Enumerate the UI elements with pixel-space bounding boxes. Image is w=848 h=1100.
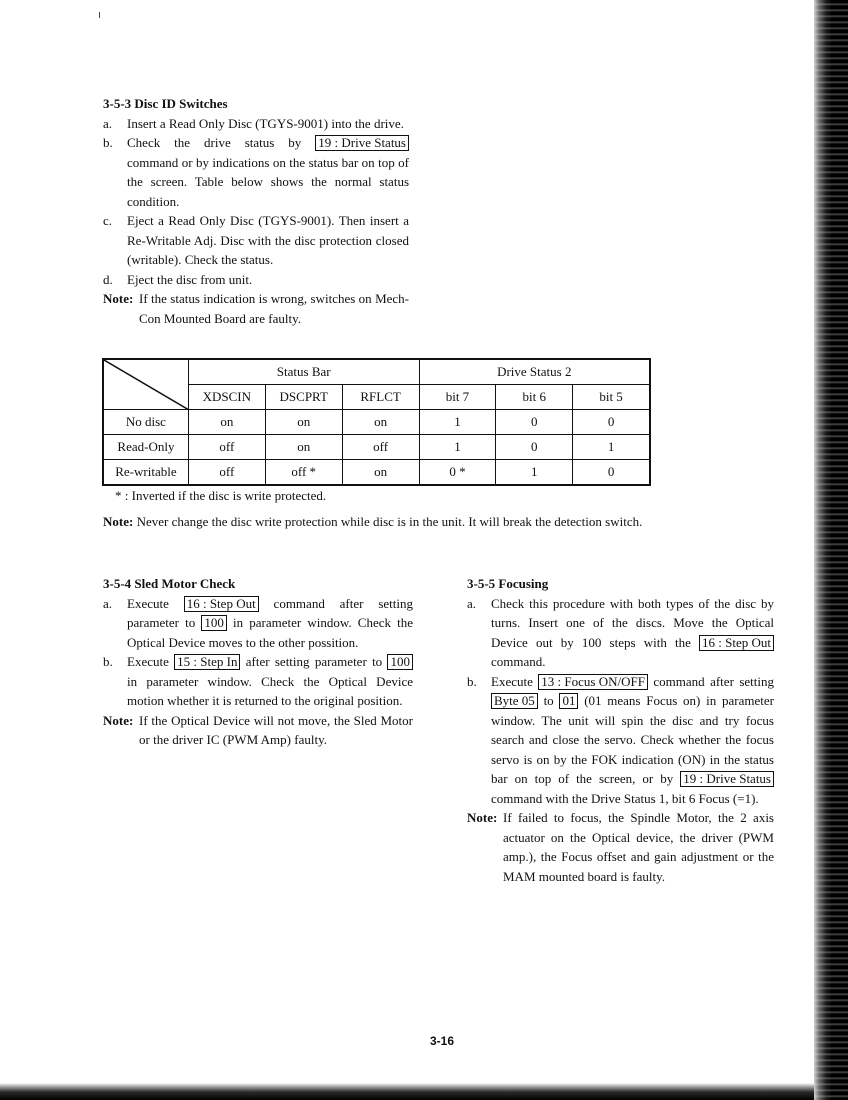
step-item — [103, 114, 409, 134]
step-text: in parameter window. Check the Optical Device motion whether it is returned to the original position. — [127, 673, 413, 708]
step-list — [103, 594, 413, 711]
step-label: a. — [467, 595, 477, 611]
group-header-status-bar: Status Bar — [188, 360, 419, 385]
table-row — [104, 435, 650, 460]
note — [103, 711, 413, 750]
step-text: Execute — [127, 595, 184, 611]
table-corner-cell — [104, 360, 189, 410]
parameter-box: 100 — [387, 654, 413, 670]
command-box-step-out: 16 : Step Out — [699, 635, 774, 651]
table-cell: 1 — [419, 435, 496, 460]
row-header: No disc — [104, 410, 189, 435]
table-cell: off — [188, 460, 265, 485]
table-cell: off * — [265, 460, 342, 485]
table-cell: on — [342, 410, 419, 435]
note-label: Note: — [103, 712, 134, 728]
column-header: RFLCT — [342, 385, 419, 410]
command-box-step-out: 16 : Step Out — [184, 596, 259, 612]
column-header: bit 6 — [496, 385, 573, 410]
step-item — [103, 594, 413, 653]
table-cell: 0 — [573, 410, 650, 435]
step-text: Eject the disc from unit. — [127, 271, 253, 287]
note-label: Note: — [103, 291, 134, 306]
step-label: b. — [103, 135, 113, 150]
section-focusing — [467, 574, 774, 886]
section-heading: 3-5-4 Sled Motor Check — [103, 576, 236, 591]
step-label: a. — [103, 115, 113, 131]
table-cell: on — [265, 410, 342, 435]
step-label: d. — [103, 271, 113, 287]
step-item — [103, 652, 413, 711]
step-label: b. — [467, 673, 477, 689]
table-row — [104, 410, 650, 435]
step-item — [103, 270, 409, 290]
note-text: If failed to focus, the Spindle Motor, the 2 axis actuator on the Optical device, the driver (PWM amp.), the Focus offset and gain adjustment or the MAM mounted board is faulty. — [503, 810, 774, 884]
step-list — [467, 594, 774, 809]
table-cell: 0 — [496, 435, 573, 460]
step-text: command or by indications on the status bar on top of the screen. Table below shows the normal status condition. — [127, 154, 409, 209]
column-header: DSCPRT — [265, 385, 342, 410]
step-item — [467, 594, 774, 672]
note-label: Note: — [103, 514, 134, 529]
table-cell: on — [265, 435, 342, 460]
row-header: Re-writable — [104, 460, 189, 485]
section-disc-id-switches — [103, 94, 409, 328]
global-note — [103, 512, 703, 532]
table-cell: 0 — [573, 460, 650, 485]
step-label: c. — [103, 213, 113, 228]
note — [467, 808, 774, 886]
parameter-box: 100 — [201, 615, 227, 631]
step-text: after setting parameter to — [240, 654, 388, 669]
group-header-drive-status: Drive Status 2 — [419, 360, 649, 385]
note-text: Never change the disc write protection while disc is in the unit. It will break the detection switch. — [136, 514, 643, 529]
step-text: Eject a Read Only Disc (TGYS-9001). Then insert a Re-Writable Adj. Disc with the disc protection closed (writable). Check the status. — [127, 213, 409, 267]
step-text: command after setting — [647, 673, 774, 689]
column-header: XDSCIN — [188, 385, 265, 410]
section-heading: 3-5-3 Disc ID Switches — [103, 96, 228, 111]
table-cell: on — [188, 410, 265, 435]
table-footnote: * : Inverted if the disc is write protected. — [115, 488, 327, 503]
note-text: If the Optical Device will not move, the Sled Motor or the driver IC (PWM Amp) faulty. — [139, 712, 413, 747]
step-text: Insert a Read Only Disc (TGYS-9001) into the drive. — [127, 115, 404, 131]
step-text: to — [537, 693, 560, 708]
step-text: Check the drive status by — [127, 135, 316, 150]
scan-edge-bottom — [0, 1083, 814, 1100]
step-text: command after setting parameter to — [127, 595, 413, 630]
note-text: If the status indication is wrong, switches on Mech-Con Mounted Board are faulty. — [139, 291, 409, 326]
row-header: Read-Only — [104, 435, 189, 460]
step-text: (01 means Focus on) in parameter window. The unit will spin the disc and try focus search and close the servo. Check whether the focus servo is on by the FOK indication (ON) in the status bar on top of the screen, or by — [491, 693, 774, 786]
step-item — [103, 133, 409, 211]
step-label: a. — [103, 595, 113, 611]
diagonal-line — [104, 360, 189, 410]
step-item — [103, 211, 409, 270]
step-item — [467, 672, 774, 809]
table-cell: off — [342, 435, 419, 460]
table-cell: 1 — [419, 410, 496, 435]
command-box-drive-status: 19 : Drive Status — [315, 135, 409, 151]
status-table — [103, 359, 650, 485]
step-text: Execute — [127, 654, 175, 669]
note-label: Note: — [467, 810, 498, 825]
note — [103, 289, 409, 328]
table-cell: off — [188, 435, 265, 460]
step-label: b. — [103, 654, 113, 669]
step-text: in parameter window. Check the Optical Device moves to the other possition. — [127, 615, 414, 650]
step-text: command with the Drive Status 1, bit 6 Focus (=1). — [491, 790, 759, 806]
column-header: bit 7 — [419, 385, 496, 410]
step-list — [103, 114, 409, 290]
step-text: command. — [491, 654, 546, 669]
parameter-box-byte: Byte 05 — [491, 693, 538, 709]
section-sled-motor-check — [103, 574, 413, 750]
step-text: Check this procedure with both types of the disc by turns. Insert one of the discs. Move the Optical Device out by 100 steps with the — [491, 595, 774, 650]
table-cell: 1 — [573, 435, 650, 460]
table-cell: 0 * — [419, 460, 496, 485]
scan-mark — [99, 12, 100, 18]
table-group-header-row — [104, 360, 650, 385]
command-box-step-in: 15 : Step In — [174, 654, 240, 670]
table-cell: 0 — [496, 410, 573, 435]
step-text: Execute — [491, 673, 539, 689]
page-number: 3-16 — [430, 1034, 455, 1048]
column-header: bit 5 — [573, 385, 650, 410]
section-heading: 3-5-5 Focusing — [467, 576, 549, 591]
table-cell: on — [342, 460, 419, 485]
table-cell: 1 — [496, 460, 573, 485]
parameter-box-value: 01 — [559, 693, 578, 709]
table-row — [104, 460, 650, 485]
command-box-drive-status: 19 : Drive Status — [680, 771, 774, 787]
scan-edge-right — [814, 0, 848, 1100]
command-box-focus: 13 : Focus ON/OFF — [538, 674, 648, 690]
